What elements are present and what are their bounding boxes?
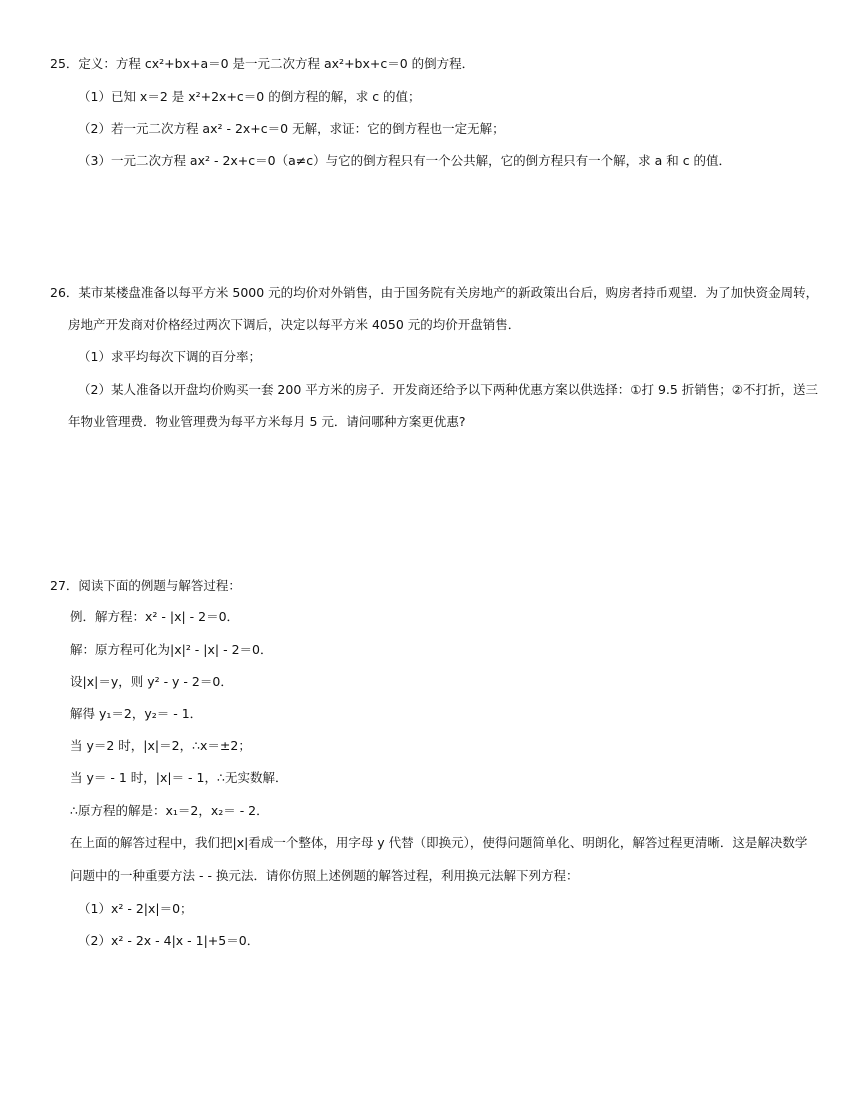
q26-stem-line1: 26．某市某楼盘准备以每平方米 5000 元的均价对外销售，由于国务院有关房地产的新政策出台后，购房者持币观望．为了加快资金周转， [50, 285, 819, 300]
q25-part1: （1）已知 x＝2 是 x²+2x+c＝0 的倒方程的解，求 c 的值； [78, 89, 421, 104]
q25-part3: （3）一元二次方程 ax² - 2x+c＝0（a≠c）与它的倒方程只有一个公共解，它的倒方程只有一个解，求 a 和 c 的值． [78, 153, 732, 168]
q27-solution-step3: 解得 y₁＝2，y₂＝ - 1． [70, 706, 203, 721]
q26-part2-line1: （2）某人准备以开盘均价购买一套 200 平方米的房子．开发商还给予以下两种优惠方案以供选择：①打 9.5 折销售；②不打折，送三 [78, 382, 818, 397]
q27-example: 例．解方程：x² - |x| - 2＝0． [70, 609, 240, 624]
q27-note-line2: 问题中的一种重要方法 - - 换元法．请你仿照上述例题的解答过程，利用换元法解下列方程： [70, 868, 579, 883]
q27-solution-step6: ∴原方程的解是：x₁＝2，x₂＝ - 2． [70, 803, 269, 818]
q27-solution-step4: 当 y＝2 时，|x|＝2，∴x＝±2； [70, 738, 251, 753]
q27-solution-step1: 解：原方程可化为|x|² - |x| - 2＝0． [70, 642, 273, 657]
q26-part2-line2: 年物业管理费．物业管理费为每平方米每月 5 元．请问哪种方案更优惠? [68, 414, 466, 429]
q25-stem: 25．定义：方程 cx²+bx+a＝0 是一元二次方程 ax²+bx+c＝0 的倒方程． [50, 56, 475, 71]
q26-stem-line2: 房地产开发商对价格经过两次下调后，决定以每平方米 4050 元的均价开盘销售． [68, 317, 521, 332]
q27-part1: （1）x² - 2|x|＝0； [78, 901, 193, 916]
q27-stem: 27．阅读下面的例题与解答过程： [50, 578, 241, 593]
q27-part2: （2）x² - 2x - 4|x - 1|+5＝0． [78, 933, 260, 948]
q27-solution-step5: 当 y＝ - 1 时，|x|＝ - 1，∴无实数解． [70, 770, 288, 785]
q27-solution-step2: 设|x|＝y，则 y² - y - 2＝0． [70, 674, 233, 689]
q25-part2: （2）若一元二次方程 ax² - 2x+c＝0 无解，求证：它的倒方程也一定无解； [78, 121, 505, 136]
q27-note-line1: 在上面的解答过程中，我们把|x|看成一个整体，用字母 y 代替（即换元），使得问题简单化、明朗化，解答过程更清晰．这是解决数学 [70, 835, 808, 850]
q26-part1: （1）求平均每次下调的百分率； [78, 349, 261, 364]
